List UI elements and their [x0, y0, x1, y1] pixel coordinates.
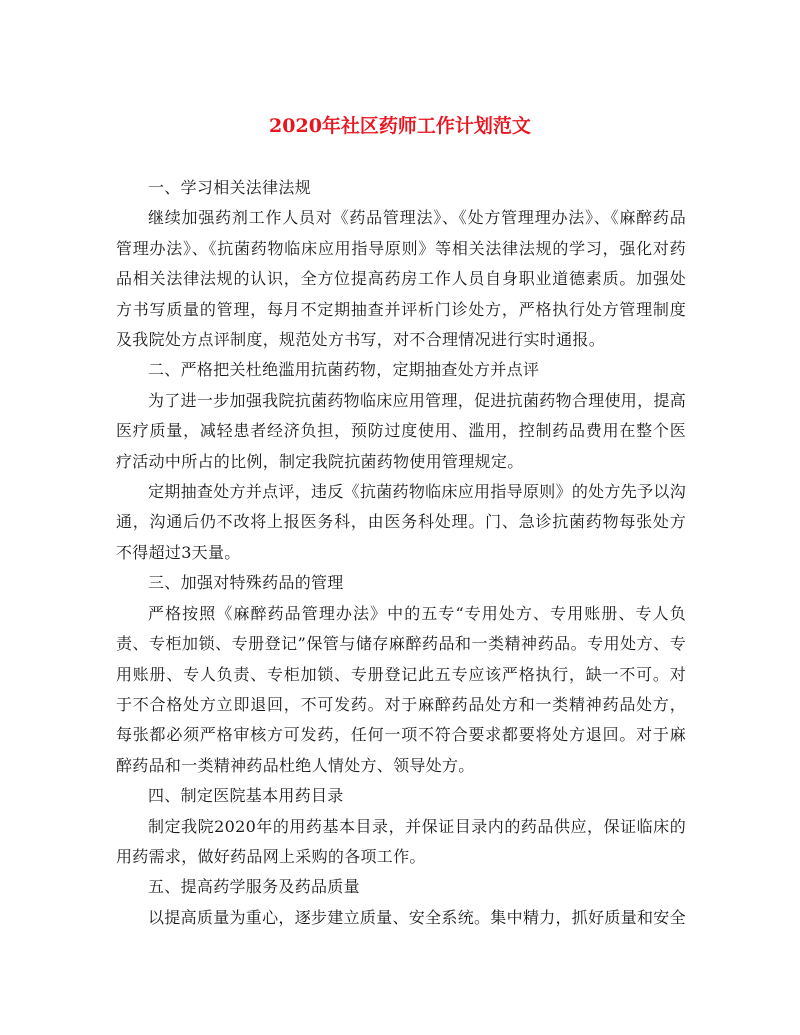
paragraph: 定期抽查处方并点评，违反《抗菌药物临床应用指导原则》的处方先予以沟通，沟通后仍不改将上报医务科，由医务科处理。门、急诊抗菌药物每张处方不得超过3天量。: [116, 482, 686, 562]
document-body: [116, 173, 686, 933]
document-title: 2020年社区药师工作计划范文: [269, 115, 531, 137]
paragraph: 以提高质量为重心，逐步建立质量、安全系统。集中精力，抓好质量和安全: [148, 907, 686, 927]
section-heading-3: 三、加强对特殊药品的管理: [148, 573, 344, 593]
paragraph: 制定我院2020年的用药基本目录，并保证目录内的药品供应，保证临床的用药需求，做好药品网上采购的各项工作。: [116, 816, 686, 866]
section-heading-1: 一、学习相关法律法规: [148, 178, 312, 197]
paragraph: 为了进一步加强我院抗菌药物临床应用管理，促进抗菌药物合理使用，提高医疗质量，减轻患者经济负担，预防过度使用、滥用，控制药品费用在整个医疗活动中所占的比例，制定我院抗菌药物使用管理规定。: [116, 390, 686, 471]
paragraph: 继续加强药剂工作人员对《药品管理法》、《处方管理理办法》、《麻醉药品管理办法》、《抗菌药物临床应用指导原则》等相关法律法规的学习，强化对药品相关法律法规的认识，全方位提高药房工作人员自身职业道德素质。加强处方书写质量的管理，每月不定期抽查并评析门诊处方，严格执行处方管理制度及我院处方点评制度，规范处方书写，对不合理情况进行实时通报。: [116, 208, 686, 350]
section-heading-2: 二、严格把关杜绝滥用抗菌药物，定期抽查处方并点评: [148, 360, 540, 380]
section-heading-4: 四、制定医院基本用药目录: [148, 786, 344, 806]
paragraph: 严格按照《麻醉药品管理办法》中的五专“专用处方、专用账册、专人负责、专柜加锁、专册登记”保管与储存麻醉药品和一类精神药品。专用处方、专用账册、专人负责、专柜加锁、专册登记此五专应该严格执行，缺一不可。对于不合格处方立即退回，不可发药。对于麻醉药品处方和一类精神药品处方，每张都必须严格审核方可发药，任何一项不符合要求都要将处方退回。对于麻醉药品和一类精神药品杜绝人情处方、领导处方。: [116, 603, 686, 775]
section-heading-5: 五、提高药学服务及药品质量: [148, 877, 360, 897]
